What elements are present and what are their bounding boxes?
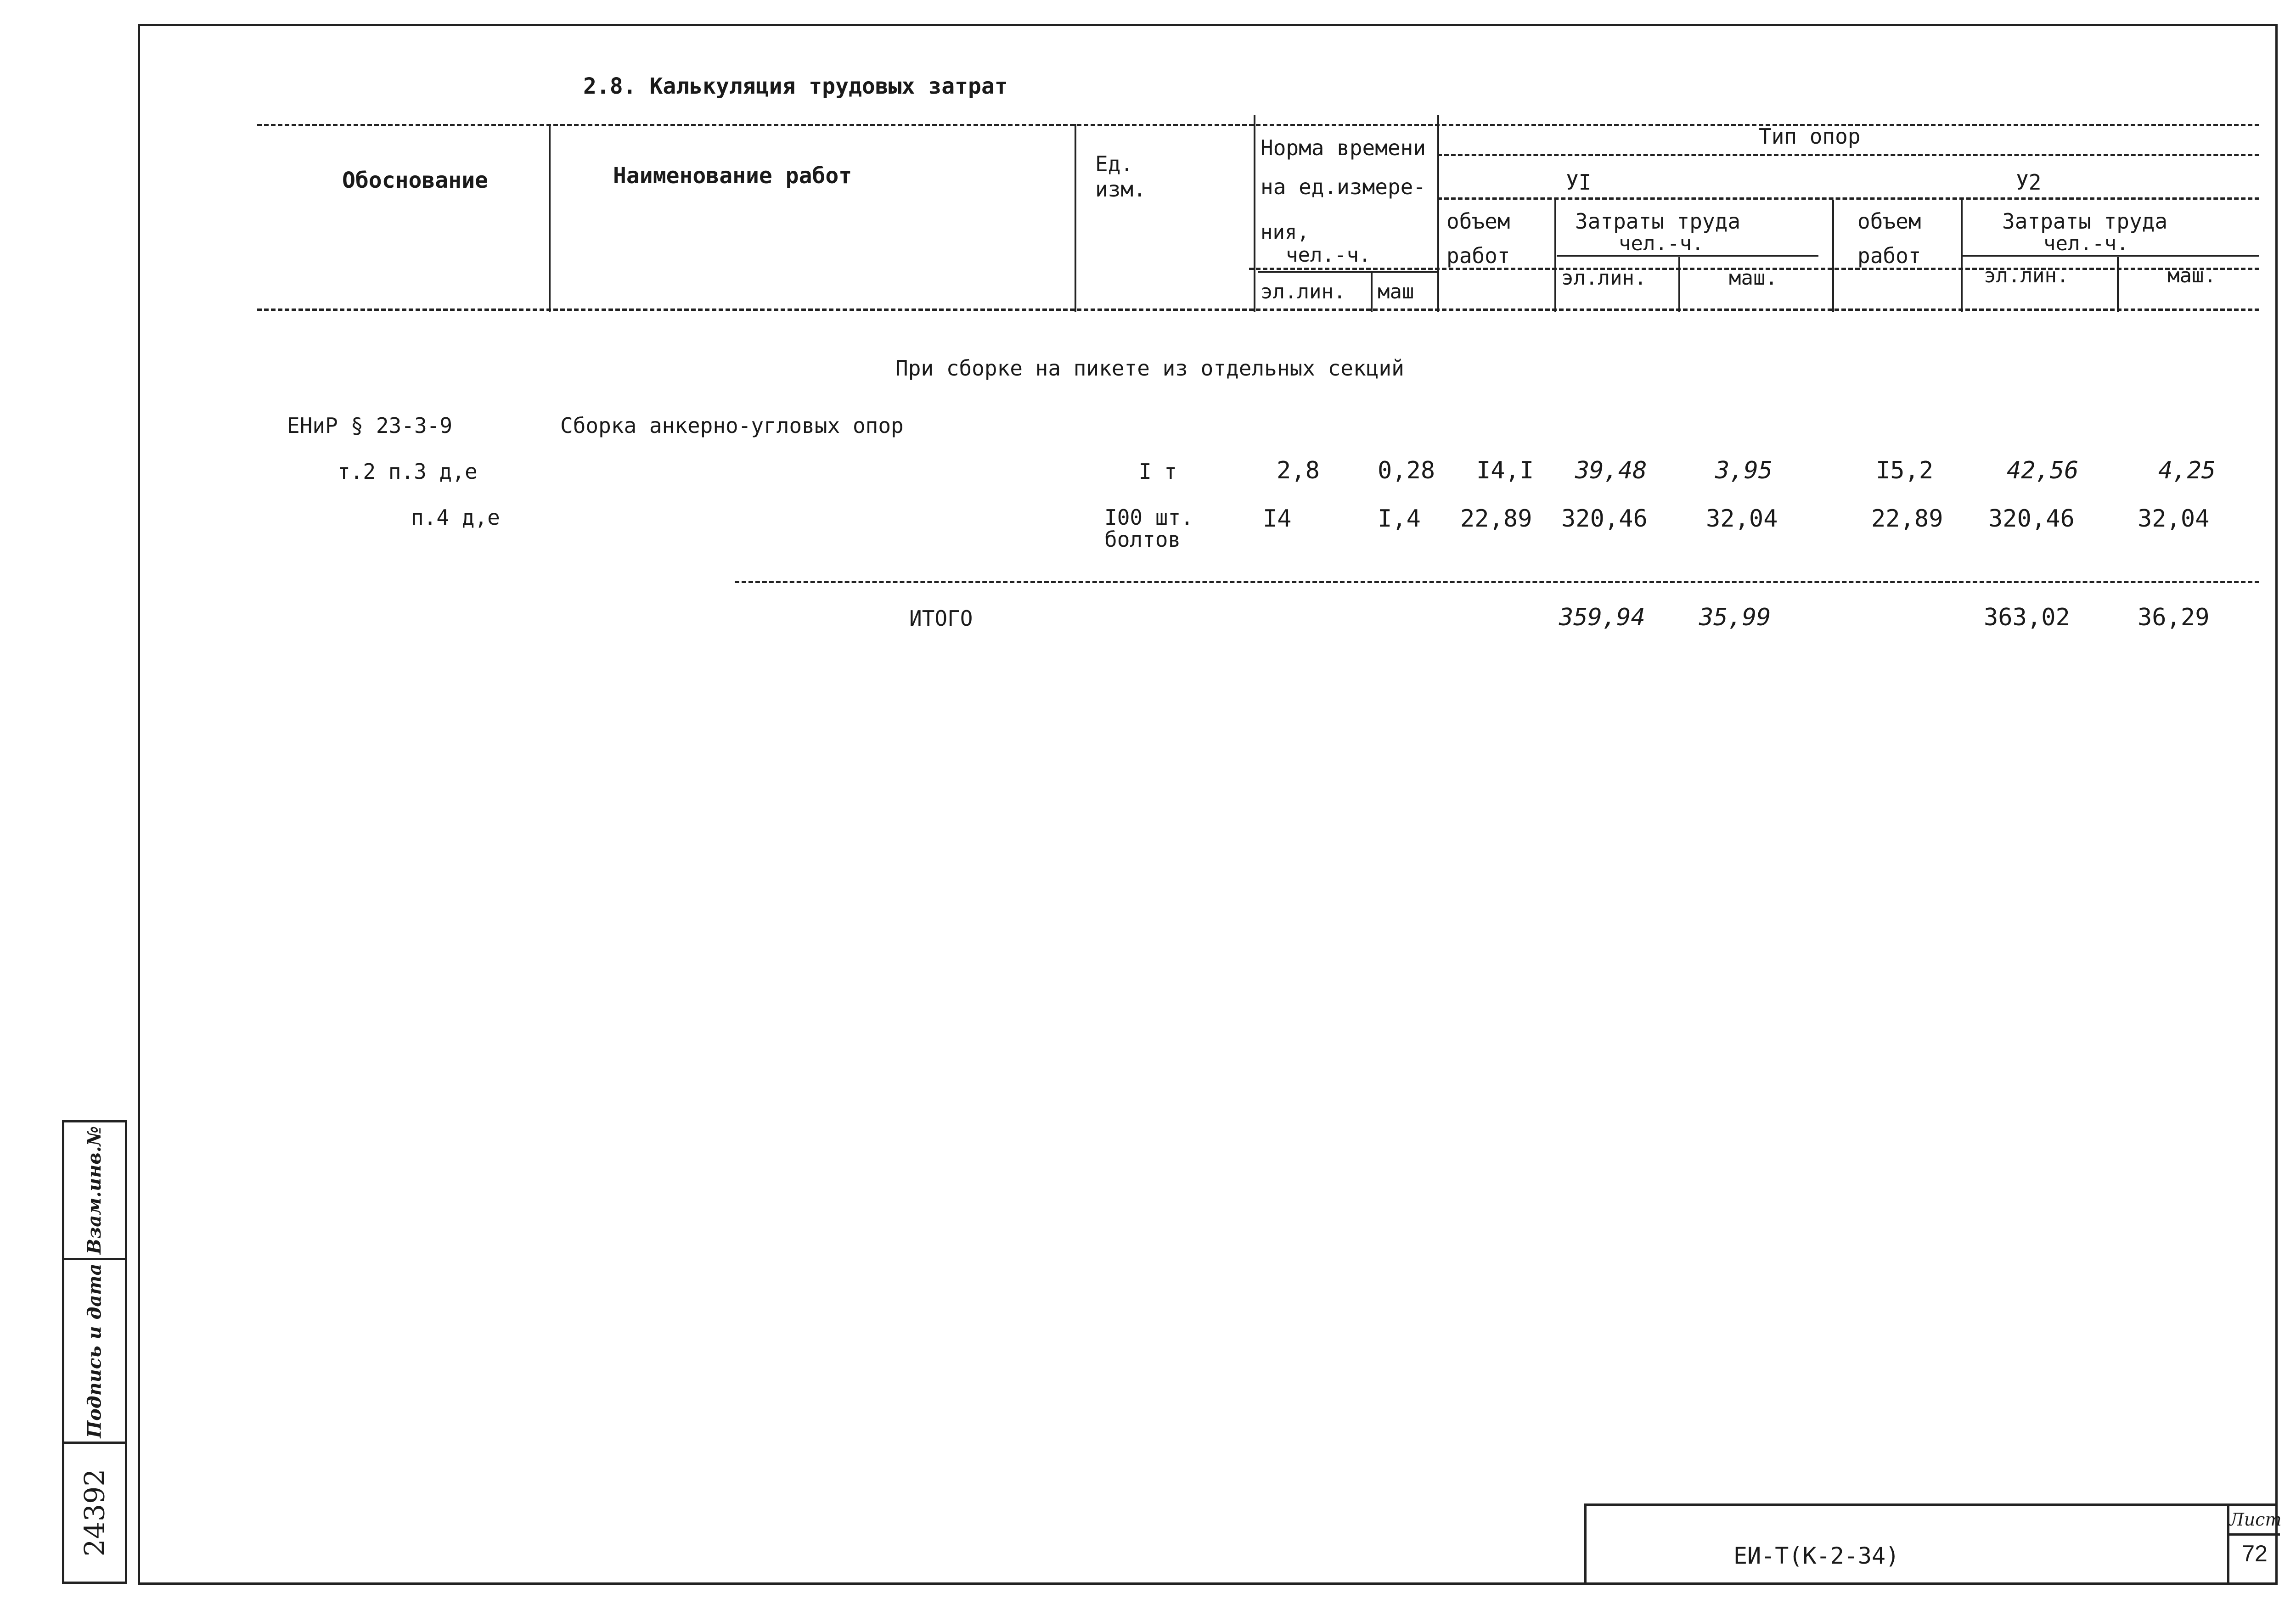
row1-u2-vol: I5,2 (1876, 457, 1934, 484)
section-title: 2.8. Калькуляция трудовых затрат (583, 73, 1008, 99)
row2-u1-mash: 32,04 (1706, 505, 1778, 533)
row1-u1-el: 39,48 (1575, 457, 1647, 484)
hdr-u1: УI (1566, 170, 1592, 195)
total-u1-mash: 35,99 (1699, 604, 1771, 631)
col-sep-5 (1554, 200, 1556, 312)
hdr-el-lin-1: эл.лин. (1561, 266, 1647, 290)
hdr-obosnovanie: Обоснование (342, 168, 488, 193)
row1-unit: I т (1139, 459, 1177, 484)
row2-u2-el: 320,46 (1988, 505, 2075, 533)
hdr-zatraty2-1: Затраты труда (2002, 209, 2168, 234)
hdr-norma-3: ния, (1261, 220, 1309, 244)
row2-u1-vol: 22,89 (1460, 505, 1532, 533)
row2-norm-mash: I,4 (1378, 505, 1421, 533)
hdr-norma-4: чел.-ч. (1286, 243, 1371, 267)
row2-u1-el: 320,46 (1561, 505, 1648, 533)
norma-rule (1258, 271, 1437, 273)
col-sep-9 (2117, 257, 2119, 312)
hdr-u2: У2 (2016, 170, 2042, 195)
sheet-label: Лист (2229, 1506, 2280, 1536)
row2-unit-1: I00 шт. (1104, 505, 1193, 530)
row1-u2-el: 42,56 (2007, 457, 2079, 484)
hdr-obem1-1: объем (1446, 209, 1510, 234)
total-rule (735, 581, 2259, 583)
row1-norm-el: 2,8 (1277, 457, 1320, 484)
row1-norm-mash: 0,28 (1378, 457, 1435, 484)
col-sep-3 (1254, 115, 1255, 312)
row1-u1-mash: 3,95 (1715, 457, 1773, 484)
subheading: При сборке на пикете из отдельных секций (895, 356, 1404, 381)
total-u2-mash: 36,29 (2138, 604, 2210, 631)
approval-stamp (62, 1120, 127, 1584)
hdr-mash-1: маш. (1729, 266, 1778, 290)
row1-u1-vol: I4,I (1476, 457, 1534, 484)
hdr-norma-el: эл.лин. (1261, 280, 1346, 303)
hdr-zatraty1-2: чел.-ч. (1619, 232, 1704, 255)
col-sep-2 (1075, 124, 1076, 312)
hdr-norma-1: Норма времени (1261, 135, 1426, 160)
drawing-frame (138, 24, 2278, 1585)
col-sep-4 (1437, 115, 1439, 312)
col-sep-1 (549, 124, 551, 312)
hdr-norma-mash: маш (1378, 280, 1414, 303)
hdr-obem2-2: работ (1857, 243, 1921, 268)
group-name: Сборка анкерно-угловых опор (560, 413, 904, 438)
hdr-ed-1: Ед. (1095, 151, 1134, 176)
col-sep-6 (1678, 257, 1680, 312)
row1-u2-mash: 4,25 (2158, 457, 2216, 484)
hdr-norma-2: на ед.измере- (1261, 174, 1426, 199)
hdr-zatraty1-1: Затраты труда (1575, 209, 1741, 234)
hdr-mash-2: маш. (2167, 264, 2216, 287)
total-label: ИТОГО (909, 606, 973, 631)
header-top-rule (257, 124, 2259, 126)
hdr-obem2-1: объем (1857, 209, 1921, 234)
col-sep-norm (1371, 271, 1373, 312)
row2-basis: п.4 д,е (411, 505, 500, 530)
total-u2-el: 363,02 (1984, 604, 2070, 631)
sheet-cell (2227, 1506, 2282, 1582)
hdr-el-lin-2: эл.лин. (1984, 264, 2069, 287)
header-bottom-rule (257, 309, 2259, 311)
row2-unit-2: болтов (1104, 527, 1181, 552)
hdr-ed-2: изм. (1095, 177, 1146, 202)
stamp-cell-vzam: Взам.инв.№ (64, 1122, 125, 1260)
title-block (1584, 1503, 2282, 1585)
hdr-tip-opor: Тип опор (1759, 124, 1861, 149)
drawing-code: ЕИ-Т(К-2-34) (1733, 1543, 1900, 1569)
row1-basis: т.2 п.3 д,е (338, 459, 478, 484)
sheet-number: 72 (2242, 1541, 2268, 1566)
hdr-obem1-2: работ (1446, 243, 1510, 268)
stamp-cell-podpis: Подпись и дата (64, 1260, 125, 1444)
row2-u2-vol: 22,89 (1871, 505, 1943, 533)
stamp-cell-inv: 24392 (79, 1469, 111, 1557)
row2-u2-mash: 32,04 (2138, 505, 2210, 533)
row2-norm-el: I4 (1263, 505, 1292, 533)
hdr-naimenovanie: Наименование работ (613, 163, 852, 189)
hdr-zatraty2-2: чел.-ч. (2043, 232, 2129, 255)
group-basis: ЕНиР § 23-3-9 (287, 413, 453, 438)
col-sep-7 (1832, 200, 1834, 312)
total-u1-el: 359,94 (1559, 604, 1645, 631)
tip-opor-rule (1437, 154, 2259, 156)
u-rule (1437, 197, 2259, 200)
col-sep-8 (1961, 200, 1963, 312)
